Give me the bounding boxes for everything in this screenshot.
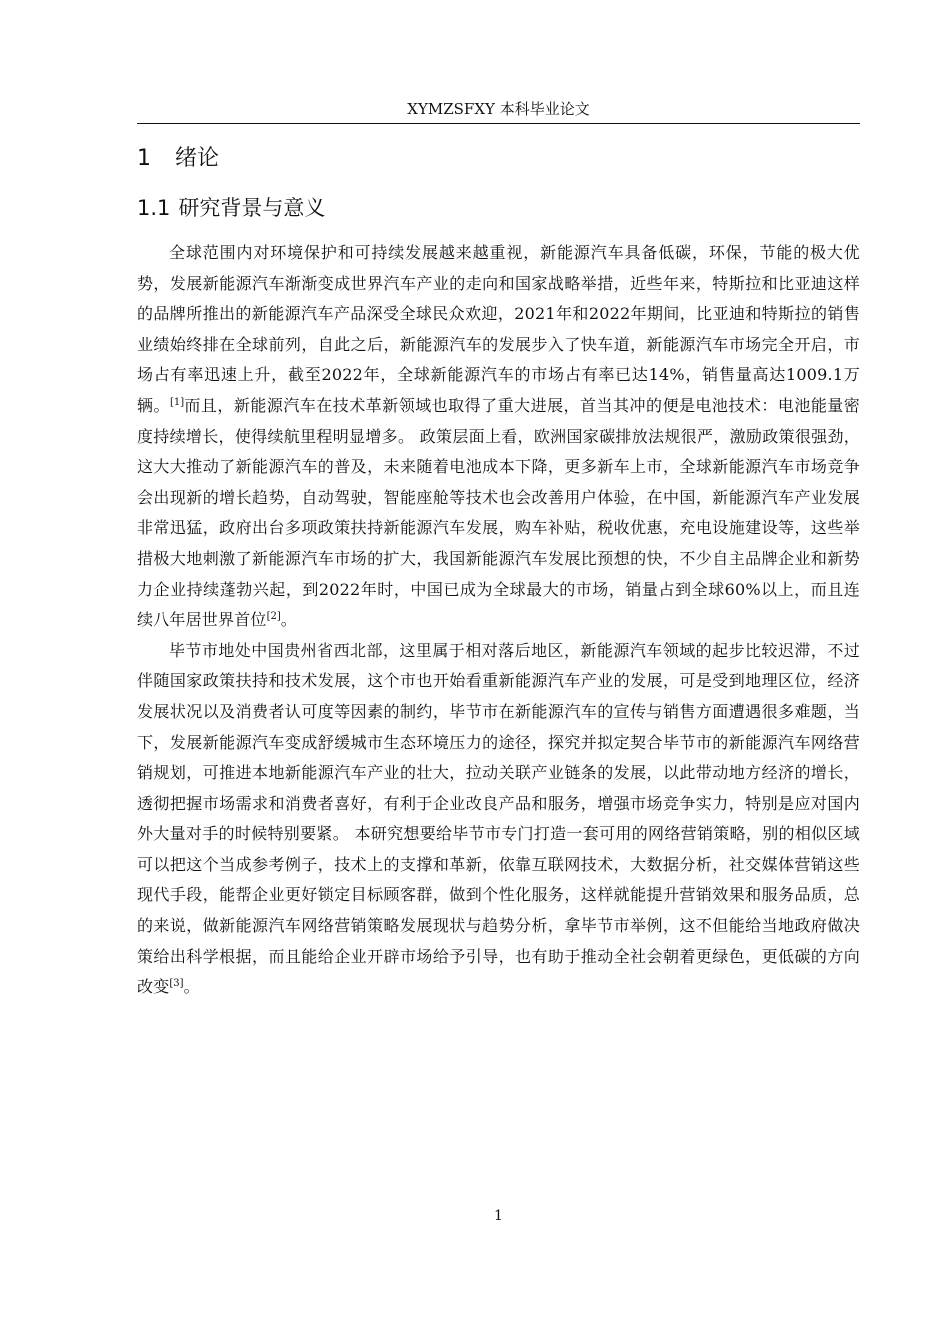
chapter-number: 1 [137,146,151,171]
chapter-heading [137,143,219,175]
paragraph-text: 而且，新能源汽车在技术革新领域也取得了重大进展，首当其冲的便是电池技术：电池能量密度持续增长，使得续航里程明显增多。 政策层面上看，欧洲国家碳排放法规很严，激励政策很强劲，这大大推动了新能源汽车的普及，未来随着电池成本下降，更多新车上市，全球新能源汽车市场竞争会出现新的增长趋势，自动驾驶，智能座舱等技术也会改善用户体验，在中国，新能源汽车产业发展非常迅猛，政府出台多项政策扶持新能源汽车发展，购车补贴，税收优惠，充电设施建设等，这些举措极大地刺激了新能源汽车市场的扩大，我国新能源汽车发展比预想的快，不少自主品牌企业和新势力企业持续蓬勃兴起，到2022年时，中国已成为全球最大的市场，销量占到全球60%以上，而且连续八年居世界首位 [137,395,860,630]
page-number: 1 [494,1208,503,1224]
paragraph-text: 毕节市地处中国贵州省西北部，这里属于相对落后地区，新能源汽车领域的起步比较迟滞，不过伴随国家政策扶持和技术发展，这个市也开始看重新能源汽车产业的发展，可是受到地理区位，经济发展状况以及消费者认可度等因素的制约，毕节市在新能源汽车的宣传与销售方面遭遇很多难题，当下，发展新能源汽车变成舒缓城市生态环境压力的途径，探究并拟定契合毕节市的新能源汽车网络营销规划，可推进本地新能源汽车产业的壮大，拉动关联产业链条的发展，以此带动地方经济的增长，透彻把握市场需求和消费者喜好，有利于企业改良产品和服务，增强市场竞争实力，特别是应对国内外大量对手的时候特别要紧。 本研究想要给毕节市专门打造一套可用的网络营销策略，别的相似区域可以把这个当成参考例子，技术上的支撑和革新，依靠互联网技术，大数据分析，社交媒体营销这些现代手段，能帮企业更好锁定目标顾客群，做到个性化服务，这样就能提升营销效果和服务品质，总的来说，做新能源汽车网络营销策略发展现状与趋势分析，拿毕节市举例，这不但能给当地政府做决策给出科学根据，而且能给企业开辟市场给予引导，也有助于推动全社会朝着更绿色，更低碳的方向改变 [137,640,860,997]
body-text [137,238,860,1003]
section-title: 研究背景与意义 [178,196,326,220]
paragraph-bijie [137,636,860,1003]
citation-marker: [2] [266,611,281,623]
section-heading [137,193,325,223]
paragraph-text: 。 [280,610,297,630]
running-header: XYMZSFXY 本科毕业论文 [407,100,590,118]
chapter-title: 绪论 [175,146,220,171]
header-rule [137,123,860,124]
citation-marker: [3] [169,978,184,990]
paragraph-text: 。 [183,977,200,997]
paragraph-background [137,238,860,636]
section-number: 1.1 [137,196,171,220]
citation-marker: [1] [169,396,185,408]
paragraph-text: 全球范围内对环境保护和可持续发展越来越重视，新能源汽车具备低碳，环保，节能的极大优势，发展新能源汽车渐渐变成世界汽车产业的走向和国家战略举措，近些年来，特斯拉和比亚迪这样的品牌所推出的新能源汽车产品深受全球民众欢迎，2021年和2022年期间，比亚迪和特斯拉的销售业绩始终排在全球前列，自此之后，新能源汽车的发展步入了快车道，新能源汽车市场完全开启，市场占有率迅速上升，截至2022年，全球新能源汽车的市场占有率已达14%，销售量高达1009.1万辆。 [137,243,860,415]
